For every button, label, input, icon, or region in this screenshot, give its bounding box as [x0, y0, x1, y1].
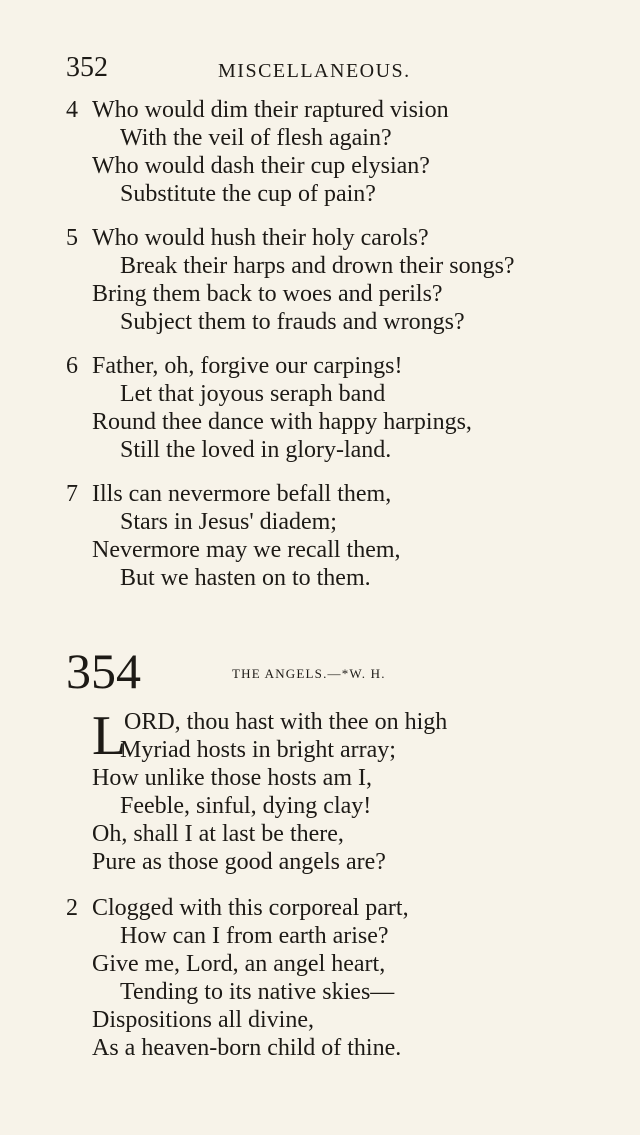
verse-number: 4	[66, 97, 78, 123]
verse-line: ORD, thou hast with thee on high	[124, 709, 448, 735]
verse-line: How can I from earth arise?	[120, 923, 389, 949]
verse-line: Break their harps and drown their songs?	[120, 253, 515, 279]
verse-line: 7 Ills can nevermore befall them,	[66, 481, 392, 507]
verse-line: Oh, shall I at last be there,	[92, 821, 344, 847]
verse-line: 2 Clogged with this corporeal part,	[66, 895, 409, 921]
verse-line: As a heaven-born child of thine.	[92, 1035, 402, 1061]
verse-number: 7	[66, 481, 78, 507]
verse-line: Stars in Jesus' diadem;	[120, 509, 337, 535]
verse-line: Let that joyous seraph band	[120, 381, 386, 407]
verse-number: 6	[66, 353, 78, 379]
drop-cap: L	[92, 705, 127, 767]
verse-5	[66, 224, 606, 336]
verse-line: Give me, Lord, an angel heart,	[92, 951, 386, 977]
hymn-number: 354	[66, 643, 141, 699]
hymn-heading	[66, 643, 586, 699]
hymn-title: THE ANGELS.—*W. H.	[232, 666, 386, 681]
verse-line: But we hasten on to them.	[120, 565, 371, 591]
verse-4	[66, 96, 606, 208]
verse-number: 2	[66, 895, 78, 921]
verse-line: With the veil of flesh again?	[120, 125, 392, 151]
page-header	[66, 50, 586, 86]
hymn-verse-2	[66, 894, 606, 1062]
verse-number: 5	[66, 225, 78, 251]
verse-line: Nevermore may we recall them,	[92, 537, 401, 563]
verse-line: Dispositions all divine,	[92, 1007, 314, 1033]
verse-line: Feeble, sinful, dying clay!	[120, 793, 372, 819]
verse-line: Substitute the cup of pain?	[120, 181, 376, 207]
verse-line: Pure as those good angels are?	[92, 849, 386, 875]
verse-line: Tending to its native skies—	[120, 979, 395, 1005]
verse-7	[66, 480, 606, 592]
hymn-verse-1	[66, 705, 606, 876]
verse-line: 6 Father, oh, forgive our carpings!	[66, 353, 403, 379]
verse-line: 5 Who would hush their holy carols?	[66, 225, 429, 251]
running-head: MISCELLANEOUS.	[218, 60, 411, 82]
verse-line: Subject them to frauds and wrongs?	[120, 309, 465, 335]
verse-line: 4 Who would dim their raptured vision	[66, 97, 449, 123]
verse-6	[66, 352, 606, 464]
verse-line: Bring them back to woes and perils?	[92, 281, 443, 307]
verse-line: How unlike those hosts am I,	[92, 765, 372, 791]
verse-line: Still the loved in glory-land.	[120, 437, 392, 463]
verse-line: Who would dash their cup elysian?	[92, 153, 430, 179]
page-number: 352	[66, 52, 108, 83]
verse-line: Myriad hosts in bright array;	[120, 737, 396, 763]
verse-line: Round thee dance with happy harpings,	[92, 409, 472, 435]
